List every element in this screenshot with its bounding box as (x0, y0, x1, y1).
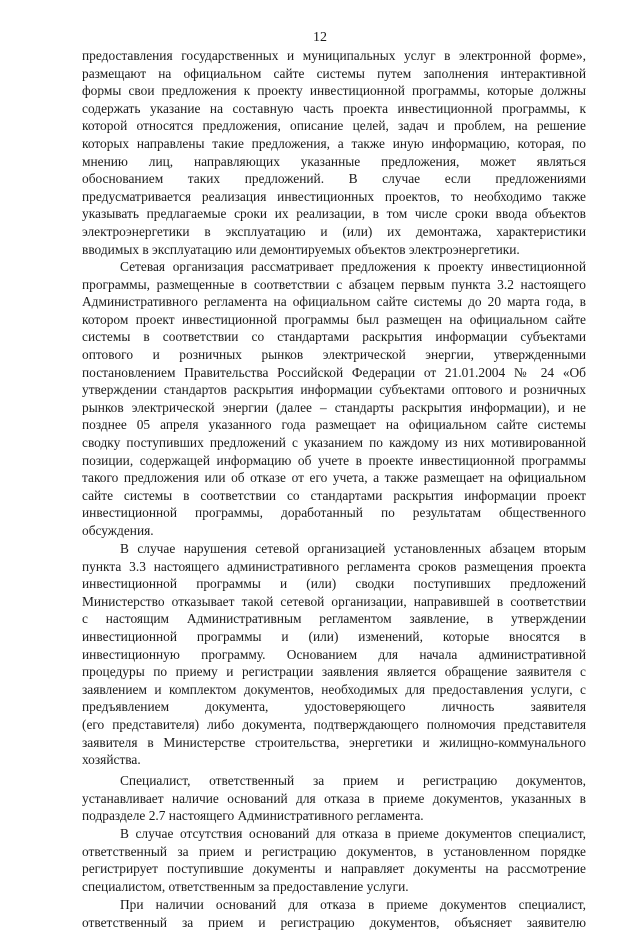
text-line: оптового и розничных рынков электрической энергии, утвержденными (82, 346, 586, 362)
text-line: которых направлены такие предложения, а также иную информацию, которая, по (82, 135, 586, 151)
text-line: позднее 05 апреля указанного года размещает на официальном сайте системы (82, 417, 586, 433)
text-line: постановлением Правительства Российской Федерации от 21.01.2004 № 24 «Об (82, 364, 586, 380)
text-line: подразделе 2.7 настоящего Административного регламента. (82, 808, 424, 824)
text-line: позиции, содержащей информацию об учете в проекте инвестиционной программы (82, 452, 586, 468)
text-line: сводку поступивших предложений с указанием по каждому из них мотивированной (82, 434, 586, 450)
text-line: электроэнергетики в эксплуатацию и (или) их демонтажа, характеристики (82, 223, 586, 239)
text-line: пункта 3.3 настоящего административного регламента сроков размещения проекта (82, 558, 586, 574)
paragraph (82, 540, 586, 769)
text-line: Административного регламента на официальном сайте системы до 20 марта года, в (82, 294, 586, 310)
text-line: В случае отсутствия оснований для отказа в приеме документов специалист, (120, 826, 586, 841)
text-line: устанавливает наличие оснований для отказа в приеме документов, указанных в (82, 790, 586, 806)
text-line: Министерство отказывает такой сетевой организации, направившей в соответствии (82, 593, 586, 609)
page-number: 12 (313, 30, 327, 45)
text-line: рынков электрической энергии (далее – стандарты раскрытия информации), и не (82, 399, 586, 415)
text-line: такого предложения или об отказе от его учета, а также размещает на официальном (82, 470, 586, 486)
text-line: инвестиционной программы и (или) сводки поступивших предложений (82, 576, 586, 592)
text-line: которой относятся предложения, описание целей, задач и проблем, на решение (82, 118, 586, 134)
text-line: В случае нарушения сетевой организацией установленных абзацем вторым (120, 541, 586, 556)
text-line: заявлением и комплектом документов, необходимых для предоставления услуги, с (82, 681, 586, 697)
text-line: обсуждения. (82, 522, 154, 538)
text-line: утверждении стандартов раскрытия информации субъектами оптового и розничных (82, 382, 586, 398)
text-line: сайте системы в соответствии со стандартами раскрытия информации проект (82, 487, 586, 503)
text-line: системы в соответствии со стандартами раскрытия информации субъектами (82, 329, 586, 345)
text-line: программы, размещенные в соответствии с абзацем первым пункта 3.2 настоящего (82, 276, 586, 292)
paragraph (82, 825, 586, 895)
text-line: указывать предлагаемые сроки их реализации, в том числе сроки ввода объектов (82, 206, 586, 222)
text-line: инвестиционной программы, доработанный по результатам общественного (82, 505, 586, 521)
text-line: Сетевая организация рассматривает предложения к проекту инвестиционной (120, 259, 586, 274)
text-line: вводимых в эксплуатацию или демонтируемых объектов электроэнергетики. (82, 241, 520, 257)
text-line: содержать указание на составную часть проекта инвестиционной программы, к (82, 100, 586, 116)
text-line: хозяйства. (82, 752, 141, 768)
text-line: При наличии оснований для отказа в приеме документов специалист, (120, 897, 586, 912)
text-line: регистрирует поступившие документы и направляет документы на рассмотрение (82, 861, 586, 877)
text-line: с настоящим Административным регламентом заявление, в утверждении (82, 611, 586, 627)
text-line: заявителя в Министерстве строительства, энергетики и жилищно-коммунального (82, 734, 586, 750)
paragraph (82, 47, 586, 258)
text-line: формы свои предложения к проекту инвестиционной программы, которые должны (82, 83, 586, 99)
text-line: ответственный за прием и регистрацию документов, в установленном порядке (82, 843, 586, 859)
paragraph (82, 772, 586, 825)
text-line: ответственный за прием и регистрацию документов, объясняет заявителю (82, 914, 586, 930)
text-line: обоснованием таких предложений. В случае если предложениями (82, 171, 586, 187)
text-line: инвестиционную программу. Основанием для начала административной (82, 646, 586, 662)
paragraph (82, 896, 586, 931)
text-line: (его представителя) либо документа, подтверждающего полномочия представителя (82, 716, 586, 732)
text-line: специалистом, ответственным за предоставление услуги. (82, 878, 409, 894)
text-line: Специалист, ответственный за прием и регистрацию документов, (120, 773, 586, 788)
text-line: мнению лиц, направляющих указанные предложения, может являться (82, 153, 586, 169)
text-line: инвестиционной программы и (или) изменений, которые вносятся в (82, 628, 586, 644)
text-line: предъявлением документа, удостоверяющего личность заявителя (82, 699, 586, 715)
text-line: предусматривается реализация инвестиционных проектов, то необходимо также (82, 188, 586, 204)
text-line: котором проект инвестиционной программы был размещен на официальном сайте (82, 311, 586, 327)
paragraph (82, 258, 586, 540)
text-line: размещают на официальном сайте системы путем заполнения интерактивной (82, 65, 586, 81)
text-line: предоставления государственных и муниципальных услуг в электронной форме», (82, 48, 586, 63)
text-line: процедуры по приему и регистрации заявления является обращение заявителя с (82, 664, 586, 680)
